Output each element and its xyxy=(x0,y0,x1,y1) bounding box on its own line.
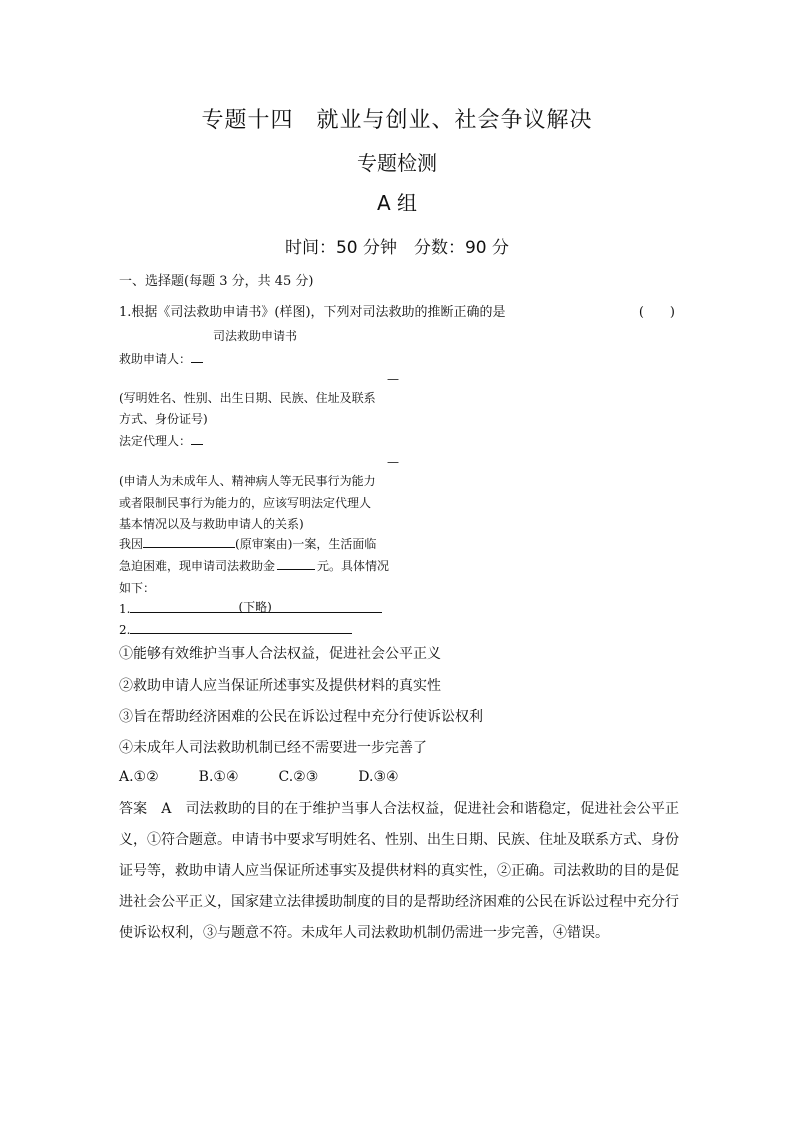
form-agent-dash: — xyxy=(387,455,399,469)
group-label: A 组 xyxy=(376,191,418,215)
form-agent-line xyxy=(119,432,203,449)
answer-label: 答案 A xyxy=(119,801,172,817)
choice-c: C.②③ xyxy=(278,769,319,785)
question-stem xyxy=(119,301,675,320)
form-item-2-line xyxy=(130,619,352,634)
form-item-2-prefix: 2. xyxy=(119,623,131,637)
document-subtitle: 专题检测 xyxy=(357,151,437,175)
form-item-2 xyxy=(119,619,352,637)
choice-b: B.①④ xyxy=(198,769,239,785)
form-case-blank xyxy=(143,535,235,548)
form-case-line-2 xyxy=(119,557,389,574)
document-title: 专题十四 就业与创业、社会争议解决 xyxy=(201,108,593,133)
form-agent-note-1: (申请人为未成年人、精神病人等无民事行为能力 xyxy=(119,474,376,488)
form-applicant-blank xyxy=(191,350,203,363)
answer-explanation xyxy=(119,794,679,949)
statement-4: ④未成年人司法救助机制已经不需要进一步完善了 xyxy=(119,740,427,756)
section-heading: 一、选择题(每题 3 分，共 45 分) xyxy=(119,274,314,289)
form-amount-blank xyxy=(277,557,315,570)
form-item-1-prefix: 1. xyxy=(119,602,131,616)
form-applicant-note-2: 方式、身份证号) xyxy=(119,412,208,426)
time-score-info: 时间：50 分钟 分数：90 分 xyxy=(284,238,510,258)
form-case-line-1 xyxy=(119,535,376,552)
question-text: 1.根据《司法救助申请书》(样图)，下列对司法救助的推断正确的是 xyxy=(119,305,506,320)
choice-a: A.①② xyxy=(119,769,159,785)
form-item-1-line xyxy=(130,598,382,613)
form-case-text-c: 急迫困难，现申请司法救助金 xyxy=(119,559,276,573)
form-applicant-label: 救助申请人： xyxy=(119,352,192,366)
form-case-text-b: (原审案由)一案，生活面临 xyxy=(235,537,377,551)
statement-2: ②救助申请人应当保证所述事实及提供材料的真实性 xyxy=(119,678,441,694)
statement-3: ③旨在帮助经济困难的公民在诉讼过程中充分行使诉讼权利 xyxy=(119,709,483,725)
answer-text: 司法救助的目的在于维护当事人合法权益，促进社会和谐稳定，促进社会公平正义，①符合题意。申请书中要求写明姓名、性别、出生日期、民族、住址及联系方式、身份证号等，救助申请人应当保证所述事实及提供材料的真实性，②正确。司法救助的目的是促进社会公平正义，国家建立法律援助制度的目的是帮助经济困难的公民在诉讼过程中充分行使诉讼权利，③与题意不符。未成年人司法救助机制仍需进一步完善，④错误。 xyxy=(119,801,679,941)
form-item-1-omitted: (下略) xyxy=(238,600,272,614)
form-item-1 xyxy=(119,598,382,616)
form-agent-note-3: 基本情况以及与救助申请人的关系) xyxy=(119,517,304,531)
statement-1: ①能够有效维护当事人合法权益，促进社会公平正义 xyxy=(119,646,441,662)
answer-parentheses: ( ) xyxy=(638,305,675,320)
form-case-line-3: 如下： xyxy=(119,581,156,595)
form-agent-note-2: 或者限制民事行为能力的，应该写明法定代理人 xyxy=(119,496,372,510)
form-case-text-d: 元。具体情况 xyxy=(317,559,390,573)
form-applicant-line xyxy=(119,350,203,367)
form-case-text-a: 我因 xyxy=(119,537,144,551)
form-agent-blank xyxy=(191,432,203,445)
form-title: 司法救助申请书 xyxy=(213,329,298,343)
form-applicant-note-1: (写明姓名、性别、出生日期、民族、住址及联系 xyxy=(119,391,376,405)
answer-choices xyxy=(119,769,439,785)
form-applicant-dash: — xyxy=(387,372,399,386)
form-agent-label: 法定代理人： xyxy=(119,434,192,448)
choice-d: D.③④ xyxy=(358,769,399,785)
